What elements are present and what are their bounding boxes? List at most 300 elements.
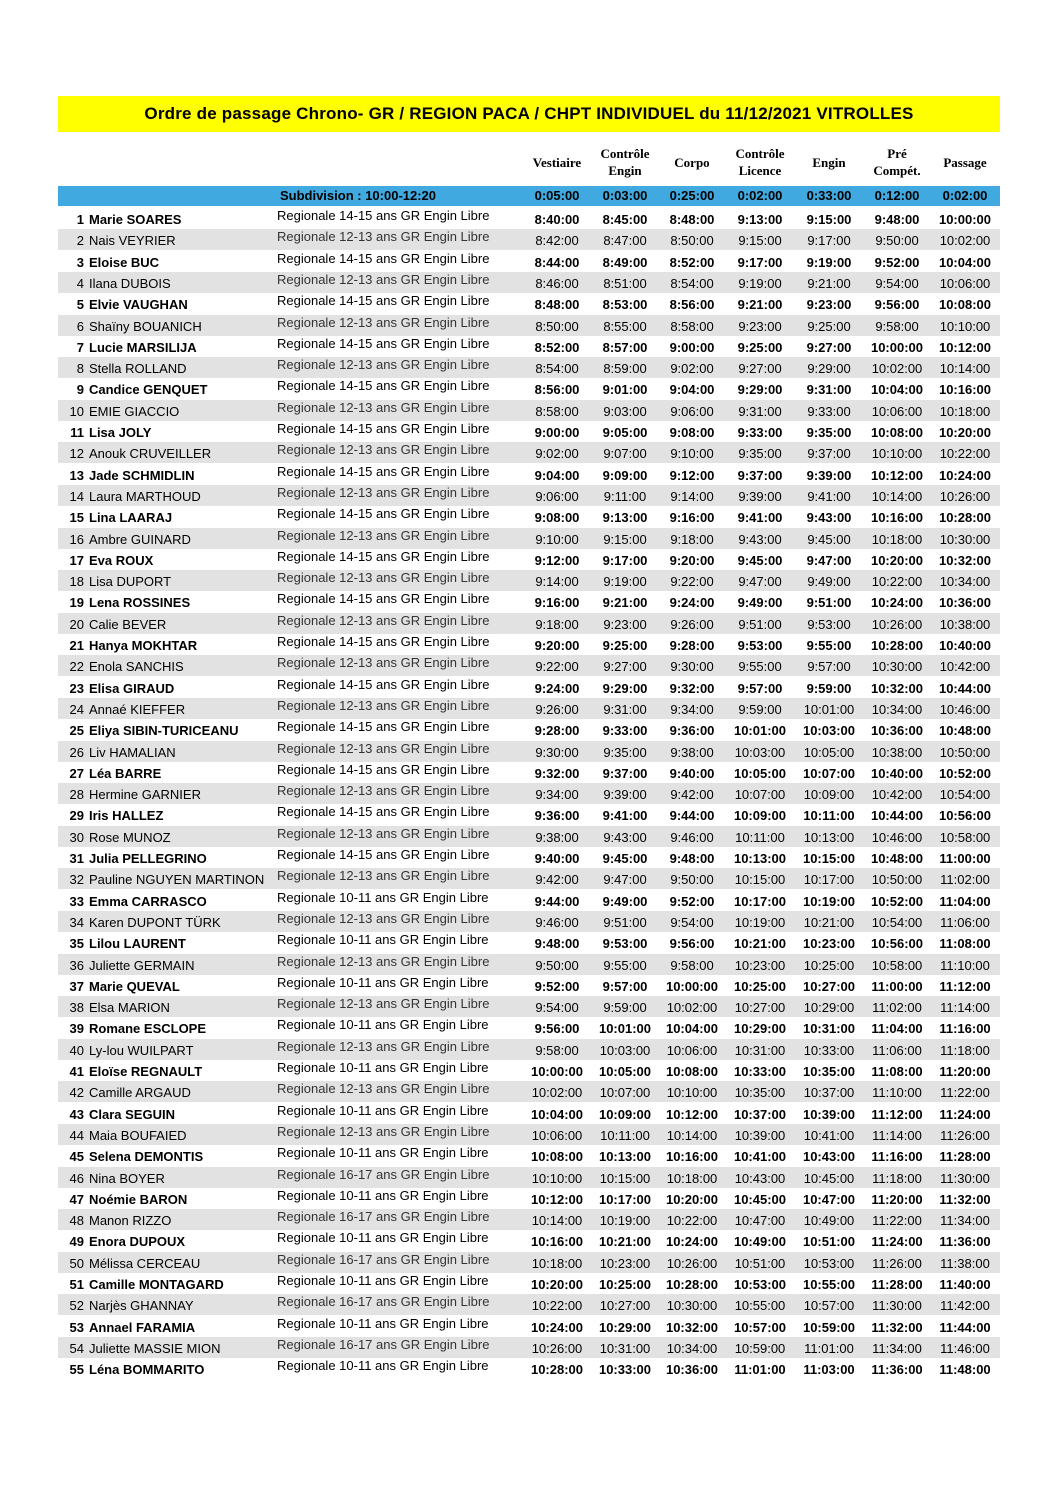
row-number: 13 [69,467,84,483]
table-row [58,719,1000,740]
time-cell: 9:33:00 [737,425,783,440]
time-cell: 9:14:00 [670,488,714,504]
time-cell: 9:43:00 [806,510,852,526]
time-cell: 11:00:00 [939,851,991,866]
time-cell: 10:15:00 [599,1170,651,1186]
table-row [58,464,1000,485]
row-number: 43 [69,1106,84,1122]
subdivision-duration: 0:25:00 [669,188,715,203]
time-cell: 10:45:00 [733,1191,787,1207]
gymnast-name: Lilou LAURENT [89,936,186,952]
time-cell: 9:25:00 [807,318,851,334]
time-cell: 10:18:00 [871,531,923,547]
row-number: 11 [70,425,84,440]
table-row [58,378,1000,399]
time-cell: 10:22:00 [531,1298,583,1314]
time-cell: 8:50:00 [670,233,714,249]
gymnast-name: Calie BEVER [89,616,167,632]
time-cell: 10:33:00 [733,1064,787,1079]
table-row [58,1103,1000,1124]
subdivision-label: Subdivision : 10:00-12:20 [279,188,437,203]
time-cell: 9:17:00 [807,233,851,249]
gymnast-name: Pauline NGUYEN MARTINON [89,872,265,888]
category: Regionale 14-15 ans GR Engin Libre [277,250,490,266]
time-cell: 10:20:00 [938,425,992,440]
time-cell: 10:21:00 [598,1234,652,1250]
category: Regionale 12-13 ans GR Engin Libre [277,612,490,628]
time-cell: 8:51:00 [603,275,647,291]
row-number: 2 [76,233,84,249]
row-number: 16 [69,531,84,547]
time-cell: 10:06:00 [939,275,991,291]
time-cell: 10:55:00 [802,1277,856,1292]
category: Regionale 12-13 ans GR Engin Libre [277,271,490,287]
time-cell: 10:14:00 [531,1213,583,1229]
time-cell: 10:08:00 [530,1149,584,1165]
column-header [725,140,795,184]
time-cell: 10:28:00 [530,1362,584,1378]
row-number: 38 [69,1000,84,1016]
category: Regionale 14-15 ans GR Engin Libre [277,676,490,692]
time-cell: 9:39:00 [603,787,647,803]
time-cell: 10:34:00 [666,1340,718,1356]
time-cell: 9:47:00 [738,574,782,590]
time-cell: 10:20:00 [665,1191,719,1207]
time-cell: 10:13:00 [803,829,855,845]
table-row [58,570,1000,591]
time-cell: 10:26:00 [939,488,991,504]
row-number: 39 [69,1021,84,1037]
time-cell: 10:40:00 [938,638,992,653]
row-number: 29 [69,808,84,824]
table-row [58,1294,1000,1315]
row-number: 22 [69,659,84,675]
gymnast-name: Annaé KIEFFER [89,701,186,717]
gymnast-name: Ly-lou WUILPART [89,1042,194,1058]
time-cell: 11:22:00 [872,1213,922,1229]
gymnast-name: Enora DUPOUX [89,1234,186,1250]
time-cell: 9:57:00 [737,680,783,696]
time-cell: 9:05:00 [602,425,648,440]
time-cell: 11:24:00 [939,1106,991,1122]
time-cell: 9:15:00 [603,531,647,547]
category: Regionale 14-15 ans GR Engin Libre [277,506,490,522]
gymnast-name: Shaïny BOUANICH [89,318,202,334]
gymnast-name: Léa BARRE [89,765,162,781]
gymnast-name: Ilana DUBOIS [89,275,171,291]
time-cell: 10:39:00 [734,1127,786,1143]
row-number: 54 [69,1340,84,1356]
row-number: 25 [69,723,84,739]
time-cell: 10:00:00 [665,978,719,994]
time-cell: 9:54:00 [670,914,714,930]
time-cell: 10:02:00 [666,1000,718,1016]
time-cell: 9:35:00 [738,446,782,462]
time-cell: 10:22:00 [939,446,991,462]
time-cell: 10:01:00 [598,1021,652,1037]
column-header-line1: Passage [943,154,987,170]
column-header-line1: Vestiaire [532,154,582,170]
time-cell: 10:06:00 [531,1127,583,1143]
time-cell: 10:11:00 [600,1127,650,1143]
row-number: 50 [69,1255,84,1271]
time-cell: 10:14:00 [939,361,991,377]
time-cell: 8:40:00 [534,212,580,227]
time-cell: 10:28:00 [870,638,924,653]
time-cell: 9:49:00 [602,893,648,909]
time-cell: 9:49:00 [807,574,851,590]
time-cell: 9:07:00 [603,446,647,462]
gymnast-name: Clara SEGUIN [89,1106,175,1122]
time-cell: 11:03:00 [803,1362,855,1378]
time-cell: 10:12:00 [870,467,924,483]
gymnast-name: Liv HAMALIAN [89,744,176,760]
time-cell: 9:40:00 [669,765,715,781]
category: Regionale 16-17 ans GR Engin Libre [277,1209,490,1225]
time-cell: 9:27:00 [738,361,782,377]
table-row [58,485,1000,506]
time-cell: 9:42:00 [670,787,714,803]
time-cell: 9:36:00 [669,723,715,739]
time-cell: 9:35:00 [603,744,647,760]
row-number: 8 [76,361,84,377]
time-cell: 10:29:00 [803,1000,855,1016]
time-cell: 10:15:00 [802,851,856,866]
row-number: 18 [69,574,84,590]
time-cell: 11:01:00 [804,1340,854,1356]
time-cell: 10:16:00 [938,382,992,398]
time-cell: 10:29:00 [598,1319,652,1335]
time-cell: 9:32:00 [534,765,580,781]
category: Regionale 12-13 ans GR Engin Libre [277,697,490,713]
row-number: 24 [69,701,84,717]
category: Regionale 12-13 ans GR Engin Libre [277,783,490,799]
time-cell: 9:41:00 [807,488,851,504]
time-cell: 9:31:00 [738,403,782,419]
time-cell: 10:27:00 [802,978,856,994]
gymnast-name: Juliette GERMAIN [89,957,195,973]
time-cell: 8:59:00 [603,361,647,377]
time-cell: 10:05:00 [733,765,787,781]
gymnast-name: Noémie BARON [89,1191,188,1207]
time-cell: 10:50:00 [871,872,923,888]
category: Regionale 12-13 ans GR Engin Libre [277,996,490,1012]
time-cell: 11:04:00 [939,893,991,909]
time-cell: 11:36:00 [939,1234,991,1250]
row-number: 14 [69,488,84,504]
column-header-line2: Engin [608,163,642,178]
gymnast-name: Camille ARGAUD [89,1085,191,1101]
time-cell: 9:51:00 [738,616,782,632]
time-cell: 8:52:00 [669,254,715,270]
time-cell: 9:14:00 [535,574,579,590]
row-number: 48 [69,1213,84,1229]
table-row [58,634,1000,655]
time-cell: 11:46:00 [940,1340,990,1356]
time-cell: 11:10:00 [940,957,990,973]
time-cell: 10:46:00 [939,701,991,717]
time-cell: 9:23:00 [738,318,782,334]
time-cell: 10:09:00 [733,808,787,824]
category: Regionale 10-11 ans GR Engin Libre [277,1315,489,1331]
row-number: 6 [76,318,84,334]
time-cell: 10:52:00 [938,765,992,781]
time-cell: 11:34:00 [940,1213,990,1229]
time-cell: 9:09:00 [602,467,648,483]
time-cell: 9:13:00 [737,212,783,227]
time-cell: 9:21:00 [737,297,783,313]
gymnast-name: Enola SANCHIS [89,659,184,675]
time-cell: 9:02:00 [670,361,714,377]
time-cell: 10:13:00 [733,851,787,866]
time-cell: 9:57:00 [807,659,851,675]
subdivision-bar [58,186,1000,206]
time-cell: 10:07:00 [599,1085,651,1101]
time-cell: 10:16:00 [665,1149,719,1165]
table-row [58,741,1000,762]
category: Regionale 16-17 ans GR Engin Libre [277,1251,490,1267]
row-number: 34 [69,914,84,930]
time-cell: 11:18:00 [872,1170,922,1186]
time-cell: 9:59:00 [738,701,782,717]
time-cell: 10:36:00 [665,1362,719,1378]
category: Regionale 10-11 ans GR Engin Libre [277,932,489,948]
time-cell: 10:42:00 [871,787,923,803]
gymnast-name: Lisa JOLY [89,425,152,440]
time-cell: 9:52:00 [874,254,920,270]
row-number: 10 [69,403,84,419]
time-cell: 9:50:00 [535,957,579,973]
row-number: 27 [69,765,84,781]
table-row [58,996,1000,1017]
table-row [58,506,1000,527]
time-cell: 9:18:00 [670,531,714,547]
time-cell: 10:37:00 [733,1106,787,1122]
time-cell: 10:10:00 [939,318,991,334]
time-cell: 9:38:00 [535,829,579,845]
time-cell: 10:32:00 [665,1319,719,1335]
time-cell: 10:34:00 [871,701,923,717]
time-cell: 11:20:00 [871,1191,923,1207]
time-cell: 8:54:00 [670,275,714,291]
time-cell: 10:36:00 [938,595,992,611]
row-number: 28 [69,787,84,803]
row-number: 7 [76,339,84,355]
table-row [58,1188,1000,1209]
time-cell: 9:30:00 [535,744,579,760]
time-cell: 9:24:00 [669,595,715,611]
time-cell: 10:41:00 [803,1127,855,1143]
table-row [58,229,1000,250]
time-cell: 10:33:00 [803,1042,855,1058]
column-header [657,140,727,184]
time-cell: 9:56:00 [669,936,715,952]
gymnast-name: Maia BOUFAIED [89,1127,187,1143]
table-row [58,1273,1000,1294]
time-cell: 10:23:00 [734,957,786,973]
time-cell: 10:31:00 [599,1340,651,1356]
column-header [862,140,932,184]
time-cell: 9:33:00 [602,723,648,739]
time-cell: 9:55:00 [603,957,647,973]
time-cell: 9:58:00 [670,957,714,973]
table-row [58,528,1000,549]
time-cell: 10:28:00 [665,1277,719,1292]
category: Regionale 12-13 ans GR Engin Libre [277,1081,490,1097]
gymnast-name: Lisa DUPORT [89,574,172,590]
time-cell: 10:22:00 [666,1213,718,1229]
time-cell: 10:01:00 [803,701,855,717]
time-cell: 8:42:00 [535,233,579,249]
time-cell: 10:24:00 [665,1234,719,1250]
time-cell: 10:47:00 [734,1213,786,1229]
time-cell: 10:31:00 [802,1021,856,1037]
time-cell: 8:58:00 [535,403,579,419]
time-cell: 9:03:00 [603,403,647,419]
gymnast-name: Elvie VAUGHAN [89,297,188,313]
table-row [58,1316,1000,1337]
time-cell: 8:54:00 [535,361,579,377]
time-cell: 9:27:00 [806,339,852,355]
time-cell: 10:23:00 [599,1255,651,1271]
time-cell: 10:17:00 [803,872,855,888]
table-row [58,1145,1000,1166]
time-cell: 10:30:00 [666,1298,718,1314]
time-cell: 10:12:00 [665,1106,719,1122]
time-cell: 9:25:00 [737,339,783,355]
time-cell: 9:53:00 [737,638,783,653]
time-cell: 9:30:00 [670,659,714,675]
gymnast-name: Candice GENQUET [89,382,208,398]
time-cell: 10:26:00 [871,616,923,632]
gymnast-name: Marie SOARES [89,212,182,227]
category: Regionale 10-11 ans GR Engin Libre [277,1102,489,1118]
time-cell: 9:39:00 [806,467,852,483]
time-cell: 10:19:00 [734,914,786,930]
time-cell: 9:59:00 [603,1000,647,1016]
category: Regionale 12-13 ans GR Engin Libre [277,357,490,373]
time-cell: 11:14:00 [872,1127,922,1143]
time-cell: 9:38:00 [670,744,714,760]
time-cell: 10:24:00 [530,1319,584,1335]
time-cell: 10:38:00 [939,616,991,632]
time-cell: 9:20:00 [534,638,580,653]
category: Regionale 12-13 ans GR Engin Libre [277,953,490,969]
time-cell: 10:27:00 [734,1000,786,1016]
time-cell: 9:17:00 [737,254,783,270]
time-cell: 10:45:00 [803,1170,855,1186]
table-row [58,890,1000,911]
time-cell: 10:37:00 [803,1085,855,1101]
category: Regionale 16-17 ans GR Engin Libre [277,1336,490,1352]
time-cell: 9:29:00 [602,680,648,696]
gymnast-name: Julia PELLEGRINO [89,851,207,866]
time-cell: 10:22:00 [871,574,923,590]
time-cell: 10:57:00 [803,1298,855,1314]
row-number: 31 [69,851,84,866]
time-cell: 9:31:00 [603,701,647,717]
time-cell: 9:01:00 [602,382,648,398]
time-cell: 9:27:00 [603,659,647,675]
table-row [58,954,1000,975]
time-cell: 9:18:00 [535,616,579,632]
table-row [58,847,1000,868]
time-cell: 9:45:00 [602,851,648,866]
column-header [590,140,660,184]
time-cell: 9:34:00 [670,701,714,717]
row-number: 33 [69,893,84,909]
time-cell: 9:08:00 [534,510,580,526]
table-row [58,251,1000,272]
time-cell: 10:43:00 [734,1170,786,1186]
time-cell: 9:26:00 [670,616,714,632]
time-cell: 10:13:00 [598,1149,652,1165]
time-cell: 9:46:00 [535,914,579,930]
time-cell: 10:11:00 [803,808,855,824]
time-cell: 10:32:00 [938,552,992,568]
table-row [58,400,1000,421]
row-number: 21 [69,638,84,653]
table-row [58,272,1000,293]
time-cell: 10:40:00 [870,765,924,781]
time-cell: 9:29:00 [737,382,783,398]
table-row [58,591,1000,612]
table-row [58,1252,1000,1273]
time-cell: 10:24:00 [938,467,992,483]
time-cell: 9:55:00 [806,638,852,653]
time-cell: 9:59:00 [806,680,852,696]
gymnast-name: Hanya MOKHTAR [89,638,198,653]
time-cell: 9:06:00 [670,403,714,419]
gymnast-name: Iris HALLEZ [89,808,164,824]
time-cell: 11:16:00 [871,1149,923,1165]
time-cell: 9:50:00 [875,233,919,249]
time-cell: 11:32:00 [871,1319,923,1335]
table-row [58,1081,1000,1102]
time-cell: 9:04:00 [534,467,580,483]
time-cell: 9:50:00 [670,872,714,888]
time-cell: 9:22:00 [535,659,579,675]
time-cell: 10:30:00 [871,659,923,675]
time-cell: 11:06:00 [940,914,990,930]
time-cell: 9:08:00 [669,425,715,440]
time-cell: 10:44:00 [938,680,992,696]
time-cell: 10:12:00 [938,339,992,355]
time-cell: 9:33:00 [807,403,851,419]
table-row [58,1358,1000,1379]
time-cell: 9:56:00 [874,297,920,313]
time-cell: 9:37:00 [737,467,783,483]
time-cell: 9:42:00 [535,872,579,888]
time-cell: 10:46:00 [871,829,923,845]
time-cell: 10:39:00 [802,1106,856,1122]
time-cell: 10:53:00 [803,1255,855,1271]
time-cell: 10:16:00 [870,510,924,526]
time-cell: 8:44:00 [534,254,580,270]
time-cell: 10:14:00 [666,1127,718,1143]
row-number: 5 [76,297,84,313]
gymnast-name: Karen DUPONT TÜRK [89,914,221,930]
time-cell: 9:15:00 [738,233,782,249]
row-number: 40 [69,1042,84,1058]
column-header-line1: Contrôle [735,146,785,161]
time-cell: 11:06:00 [872,1042,922,1058]
time-cell: 9:45:00 [807,531,851,547]
category: Regionale 12-13 ans GR Engin Libre [277,1038,490,1054]
column-header [522,140,592,184]
time-cell: 10:44:00 [870,808,924,824]
category: Regionale 14-15 ans GR Engin Libre [277,335,490,351]
